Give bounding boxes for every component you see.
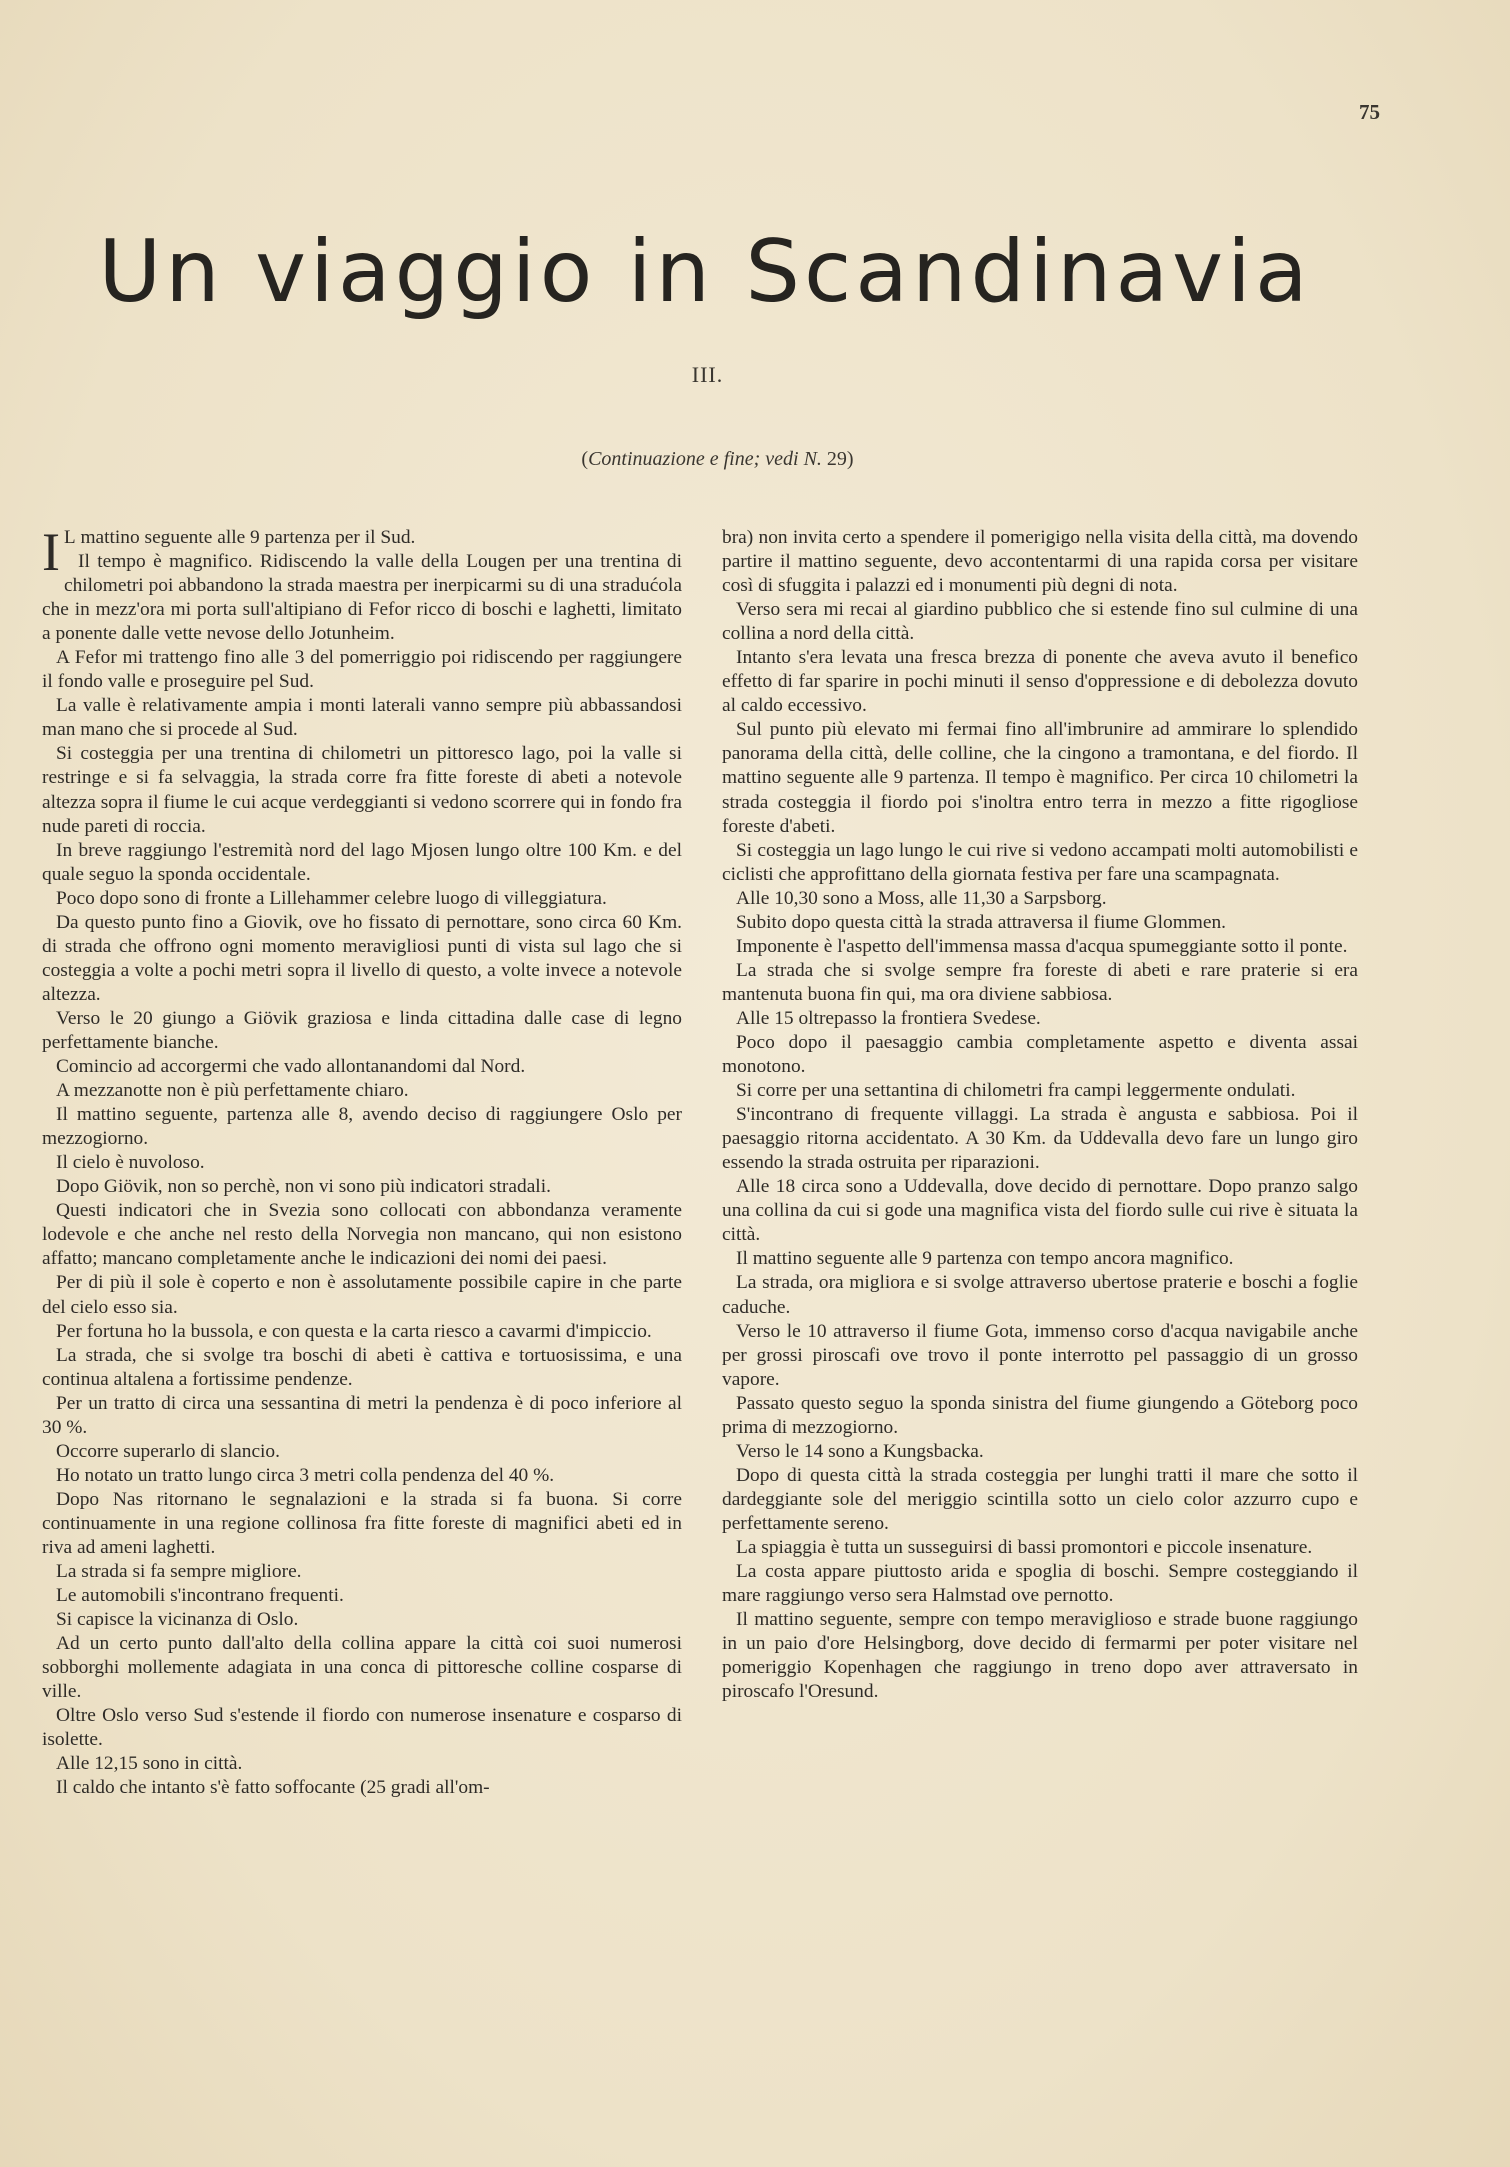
paragraph: Alle 12,15 sono in città. [56,1753,243,1775]
paragraph: Subito dopo questa città la strada attraversa il fiume Glommen. [736,911,1227,933]
opening-text: mattino seguente alle 9 partenza per il Sud. [75,527,416,548]
paragraph: Il mattino seguente, sempre con tempo meraviglioso e strade buone raggiungo in un paio d'ore Helsingborg, dove decido di fermarmi per poter visitare nel pomeriggio Kopenhagen che raggiungo in treno dopo aver attraversato in piroscafo l'Oresund. [722,1609,1358,1703]
paragraph: Da questo punto fino a Giovik, ove ho fissato di pernottare, sono circa 60 Km. di strada che offrono ogni momento meravigliosi punti di vista sul lago che si costeggia a volte a pochi metri sopra il livello di questo, a volte invece a notevole altezza. [42,911,682,1005]
right-paragraphs [722,598,1358,1704]
first-word: L [63,527,76,548]
paragraph: Dopo Giövik, non so perchè, non vi sono più indicatori stradali. [56,1176,551,1198]
page-number: 75 [1359,100,1380,124]
paragraph: Si corre per una settantina di chilometri fra campi leggermente ondulati. [736,1080,1296,1102]
paragraph: Si capisce la vicinanza di Oslo. [56,1609,299,1631]
article-title: Un viaggio in Scandinavia [98,222,1312,322]
paragraph: Imponente è l'aspetto dell'immensa massa d'acqua spumeggiante sotto il ponte. [736,935,1348,957]
paragraph: Per fortuna ho la bussola, e con questa e la carta riesco a cavarmi d'impiccio. [56,1320,652,1342]
paragraph: S'incontrano di frequente villaggi. La strada è angusta e sabbiosa. Poi il paesaggio ritorna accidentato. A 30 Km. da Uddevalla devo fare un lungo giro essendo la strada ostruita per riparazioni. [722,1104,1358,1174]
paragraph: Comincio ad accorgermi che vado allontanandomi dal Nord. [56,1056,526,1078]
paragraph: Il tempo è magnifico. Ridiscendo la valle della Lougen per una trentina di chilometri poi abbandono la strada maestra per inerpicarmi su di una stradućola che in mezz'ora mi porta sull'altipiano di Fefor ricco di boschi e laghetti, limitato a ponente dalle vette nevose dello Jotunheim. [42,551,682,645]
paragraph: Passato questo seguo la sponda sinistra del fiume giungendo a Göteborg poco prima di mezzogiorno. [722,1392,1358,1438]
left-paragraphs [42,550,682,1800]
paragraph: La strada che si svolge sempre fra foreste di abeti e rare praterie si era mantenuta buona fin qui, ma ora diviene sabbiosa. [722,959,1358,1005]
part-number: III. [691,362,724,387]
paragraph: Per un tratto di circa una sessantina di metri la pendenza è di poco inferiore al 30 %. [42,1392,682,1438]
paragraph: Verso le 20 giungo a Giövik graziosa e linda cittadina dalle case di legno perfettamente bianche. [42,1007,682,1053]
paragraph: Le automobili s'incontrano frequenti. [56,1585,344,1607]
right-column [722,526,1358,1704]
paragraph: Occorre superarlo di slancio. [56,1440,280,1462]
continuation-text: Continuazione e fine; vedi N. [588,448,822,470]
paragraph: Il mattino seguente, partenza alle 8, avendo deciso di raggiungere Oslo per mezzogiorno. [42,1104,682,1150]
paragraph: Alle 15 oltrepasso la frontiera Svedese. [736,1007,1041,1029]
drop-cap: I [42,522,60,582]
paragraph: Intanto s'era levata una fresca brezza di ponente che aveva avuto il benefico effetto di far sparire in pochi minuti il senso d'oppressione e di debolezza dovuto al caldo eccessivo. [722,647,1358,717]
paragraph: Sul punto più elevato mi fermai fino all'imbrunire ad ammirare lo splendido panorama della città, delle colline, che la cingono a tramontana, e del fiordo. Il mattino seguente alle 9 partenza. Il tempo è magnifico. Per circa 10 chilometri la strada costeggia il fiordo poi s'inoltra entro terra in mezzo a fitte rigogliose foreste d'abeti. [722,719,1358,837]
paragraph: Il caldo che intanto s'è fatto soffocante (25 gradi all'om- [56,1777,490,1799]
paragraph: La strada si fa sempre migliore. [56,1561,302,1583]
paragraph: Il mattino seguente alle 9 partenza con tempo ancora magnifico. [736,1248,1234,1270]
continuation-open: ( [581,448,589,470]
paragraph: La strada, che si svolge tra boschi di abeti è cattiva e tortuosissima, e una continua altalena a fortissime pendenze. [42,1344,682,1390]
opening-paragraph [42,522,682,582]
paragraph: Verso le 14 sono a Kungsbacka. [736,1440,984,1462]
paragraph: Si costeggia un lago lungo le cui rive si vedono accampati molti automobilisti e ciclisti che approfittano della giornata festiva per fare una scampagnata. [722,839,1358,885]
paragraph: Il cielo è nuvoloso. [56,1152,205,1174]
paragraph: La costa appare piuttosto arida e spoglia di boschi. Sempre costeggiando il mare raggiungo verso sera Halmstad ove pernotto. [722,1561,1358,1607]
right-continued-paragraph: bra) non invita certo a spendere il pomerigigo nella visita della città, ma dovendo partire il mattino seguente, devo accontentarmi di una rapida corsa per visitare così di sfuggita i palazzi ed i monumenti più degni di nota. [722,527,1358,597]
paragraph: La spiaggia è tutta un susseguirsi di bassi promontori e piccole insenature. [736,1536,1313,1558]
paragraph: Per di più il sole è coperto e non è assolutamente possibile capire in che parte del cielo esso sia. [42,1272,682,1318]
paragraph: Alle 18 circa sono a Uddevalla, dove decido di pernottare. Dopo pranzo salgo una collina da cui si gode una magnifica vista del fiordo sulle cui rive è situata la città. [722,1176,1358,1246]
paragraph: Verso sera mi recai al giardino pubblico che si estende fino sul culmine di una collina a nord della città. [722,599,1358,645]
paragraph: Dopo di questa città la strada costeggia per lunghi tratti il mare che sotto il dardeggiante sole del meriggio scintilla sotto un cielo color azzurro cupo e perfettamente sereno. [722,1464,1358,1534]
paragraph: Poco dopo sono di fronte a Lillehammer celebre luogo di villeggiatura. [56,887,607,909]
paragraph: In breve raggiungo l'estremità nord del lago Mjosen lungo oltre 100 Km. e del quale seguo la sponda occidentale. [42,839,682,885]
left-column [42,522,682,1800]
paragraph: Alle 10,30 sono a Moss, alle 11,30 a Sarpsborg. [736,887,1107,909]
paragraph: Ad un certo punto dall'alto della collina appare la città coi suoi numerosi sobborghi mollemente adagiata in una conca di pittoresche colline cosparse di ville. [42,1633,682,1703]
paragraph: Dopo Nas ritornano le segnalazioni e la strada si fa buona. Si corre continuamente in una regione collinosa fra fitte foreste di magnifici abeti ed in riva ad ameni laghetti. [42,1488,682,1558]
paragraph: La valle è relativamente ampia i monti laterali vanno sempre più abbassandosi man mano che si procede al Sud. [42,695,682,741]
paragraph: Verso le 10 attraverso il fiume Gota, immenso corso d'acqua navigabile anche per grossi piroscafi ove trovo il ponte interrotto pel passaggio di un grosso vapore. [722,1320,1358,1390]
paragraph: La strada, ora migliora e si svolge attraverso ubertose praterie e boschi a foglie caduche. [722,1272,1358,1318]
paragraph: Ho notato un tratto lungo circa 3 metri colla pendenza del 40 %. [56,1464,555,1486]
continuation-note [0,448,1435,471]
continuation-number: 29) [821,448,854,470]
paragraph: Poco dopo il paesaggio cambia completamente aspetto e diventa assai monotono. [722,1031,1358,1078]
paragraph: A mezzanotte non è più perfettamente chiaro. [56,1080,409,1102]
paragraph: Si costeggia per una trentina di chilometri un pittoresco lago, poi la valle si restringe e si fa selvaggia, la strada corre fra fitte foreste di abeti a notevole altezza sopra il fiume le cui acque verdeggianti si vedono scorrere qui in fondo fra nude pareti di roccia. [42,743,682,837]
paragraph: Questi indicatori che in Svezia sono collocati con abbondanza veramente lodevole e che anche nel resto della Norvegia non mancano, qui non esistono affatto; mancano completamente anche le indicazioni dei nomi dei paesi. [42,1200,682,1270]
paragraph: Oltre Oslo verso Sud s'estende il fiordo con numerose insenature e cosparso di isolette. [42,1705,682,1751]
paragraph: A Fefor mi trattengo fino alle 3 del pomerriggio poi ridiscendo per raggiungere il fondo valle e proseguire pel Sud. [42,647,682,693]
